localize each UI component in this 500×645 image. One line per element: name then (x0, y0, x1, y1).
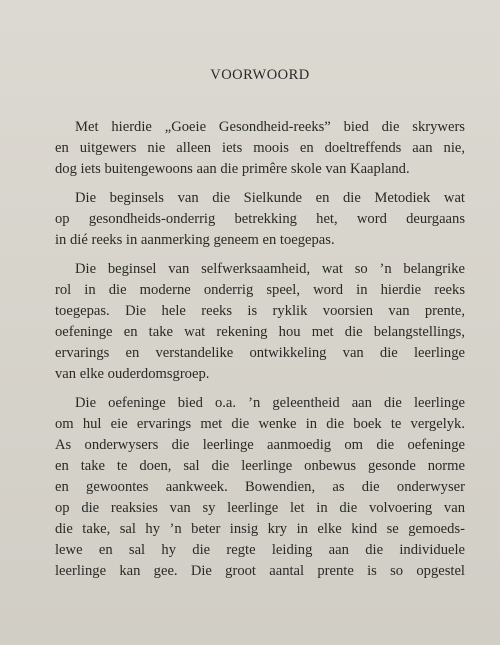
text-line: die take, sal hy ’n beter insig kry in elke kind se gemoeds- (55, 521, 465, 537)
text-line: en gewoontes aankweek. Bowendien, as die onderwyser (55, 479, 465, 495)
text-line: rol in die moderne onderrig speel, word in hierdie reeks (55, 282, 465, 298)
text-line: op gesondheids-onderrig betrekking het, word deurgaans (55, 211, 465, 227)
text-line: Die beginsels van die Sielkunde en die Metodiek wat (75, 190, 465, 206)
text-line: As onderwysers die leerlinge aanmoedig om die oefeninge (55, 437, 465, 453)
text-line: toegepas. Die hele reeks is ryklik voorsien van prente, (55, 303, 465, 319)
text-line: in dié reeks in aanmerking geneem en toegepas. (55, 232, 335, 248)
page-title: VOORWOORD (210, 67, 310, 83)
text-line: Met hierdie „Goeie Gesondheid-reeks” bied die skrywers (75, 119, 465, 135)
text-line: Die beginsel van selfwerksaamheid, wat so ’n belangrike (75, 261, 465, 277)
paragraph-4 (55, 393, 465, 582)
text-line: en uitgewers nie alleen iets moois en doeltreffends aan nie, (55, 140, 465, 156)
text-line: lewe en sal hy die regte leiding aan die individuele (55, 542, 465, 558)
paragraph-3 (55, 259, 465, 385)
text-line: en take te doen, sal die leerlinge onbewus gesonde norme (55, 458, 465, 474)
paragraph-2 (55, 188, 465, 251)
text-line: Die oefeninge bied o.a. ’n geleentheid aan die leerlinge (75, 395, 465, 411)
text-line: oefeninge en take wat rekening hou met die belangstellings, (55, 324, 465, 340)
text-line: dog iets buitengewoons aan die primêre skole van Kaapland. (55, 161, 410, 177)
text-line: ervarings en verstandelike ontwikkeling van die leerlinge (55, 345, 465, 361)
text-line: leerlinge kan gee. Die groot aantal prente is so opgestel (55, 563, 465, 579)
text-line: van elke ouderdomsgroep. (55, 366, 210, 382)
paragraph-1 (55, 117, 465, 180)
text-line: op die reaksies van sy leerlinge let in die volvoering van (55, 500, 465, 516)
text-line: om hul eie ervarings met die wenke in die boek te vergelyk. (55, 416, 465, 432)
